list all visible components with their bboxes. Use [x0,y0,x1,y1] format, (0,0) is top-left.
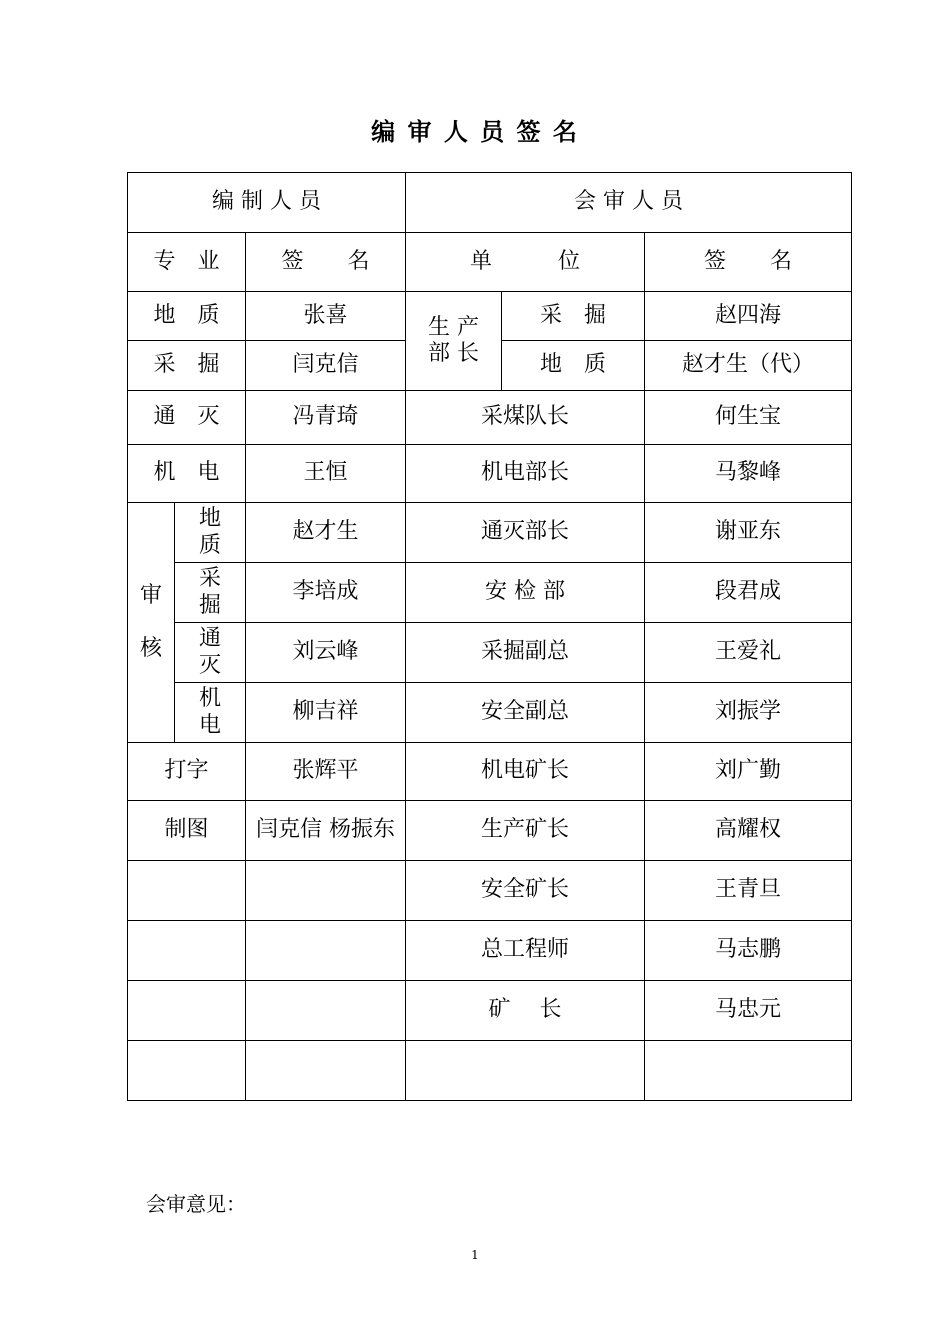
unit-cell [406,1041,645,1101]
signer-cell: 赵才生 [246,503,406,563]
major-cell [128,861,246,921]
signer-cell: 王恒 [246,445,406,503]
reviewer-cell: 王爱礼 [645,623,852,683]
signer-cell: 柳吉祥 [246,683,406,743]
header-sign-2: 签 名 [645,233,852,292]
table-row [128,391,852,445]
table-row [128,623,852,683]
unit-cell: 安 检 部 [406,563,645,623]
signer-cell: 闫克信 杨振东 [246,801,406,861]
unit-cell: 机电部长 [406,445,645,503]
header-sign: 签 名 [246,233,406,292]
major-cell: 机 电 [128,445,246,503]
unit-cell: 机电矿长 [406,743,645,801]
reviewer-cell: 谢亚东 [645,503,852,563]
sub-unit-cell: 采 掘 [502,292,645,341]
signer-cell [246,1041,406,1101]
unit-cell: 采煤队长 [406,391,645,445]
unit-cell: 通灭部长 [406,503,645,563]
unit-cell: 矿 长 [406,981,645,1041]
reviewer-cell: 王青旦 [645,861,852,921]
table-row [128,743,852,801]
signer-cell [246,921,406,981]
table-row [128,292,852,341]
major-cell: 地 质 [128,292,246,341]
audit-major-cell: 地 质 [175,503,246,563]
reviewer-cell: 何生宝 [645,391,852,445]
major-cell [128,921,246,981]
unit-cell: 安全矿长 [406,861,645,921]
signer-cell: 冯青琦 [246,391,406,445]
reviewer-cell: 高耀权 [645,801,852,861]
reviewer-cell: 段君成 [645,563,852,623]
review-opinion-label: 会审意见： [146,1192,246,1216]
audit-major-cell: 通 灭 [175,623,246,683]
major-cell: 通 灭 [128,391,246,445]
audit-label: 审 核 [128,503,175,743]
header-unit: 单 位 [406,233,645,292]
unit-cell: 采掘副总 [406,623,645,683]
table-row [128,861,852,921]
review-group-header: 会 审 人 员 [406,173,852,233]
major-cell: 打字 [128,743,246,801]
table-row [128,445,852,503]
table-row [128,503,852,563]
reviewer-cell: 马志鹏 [645,921,852,981]
table-row [128,981,852,1041]
signer-cell: 李培成 [246,563,406,623]
page-number: 1 [471,1248,479,1262]
compile-group-header: 编 制 人 员 [128,173,406,233]
major-cell [128,1041,246,1101]
production-unit-cell: 生 产 部 长 [406,292,502,391]
sub-unit-cell: 地 质 [502,341,645,391]
reviewer-cell: 马黎峰 [645,445,852,503]
signer-cell [246,861,406,921]
table-row [128,801,852,861]
audit-major-cell: 采 掘 [175,563,246,623]
major-cell: 制图 [128,801,246,861]
unit-cell: 安全副总 [406,683,645,743]
reviewer-cell: 赵才生（代） [645,341,852,391]
table-row [128,683,852,743]
signer-cell: 张喜 [246,292,406,341]
reviewer-cell [645,1041,852,1101]
table-row [128,1041,852,1101]
unit-cell: 生产矿长 [406,801,645,861]
signer-cell [246,981,406,1041]
signer-cell: 闫克信 [246,341,406,391]
audit-major-cell: 机 电 [175,683,246,743]
table-row [128,563,852,623]
reviewer-cell: 马忠元 [645,981,852,1041]
page-title: 编 审 人 员 签 名 [371,117,579,146]
signer-cell: 刘云峰 [246,623,406,683]
signature-table [127,172,852,1101]
reviewer-cell: 刘振学 [645,683,852,743]
major-cell [128,981,246,1041]
column-header-row [128,233,852,292]
unit-cell: 总工程师 [406,921,645,981]
reviewer-cell: 赵四海 [645,292,852,341]
header-major: 专 业 [128,233,246,292]
group-header-row [128,173,852,233]
reviewer-cell: 刘广勤 [645,743,852,801]
table-row [128,921,852,981]
major-cell: 采 掘 [128,341,246,391]
signer-cell: 张辉平 [246,743,406,801]
